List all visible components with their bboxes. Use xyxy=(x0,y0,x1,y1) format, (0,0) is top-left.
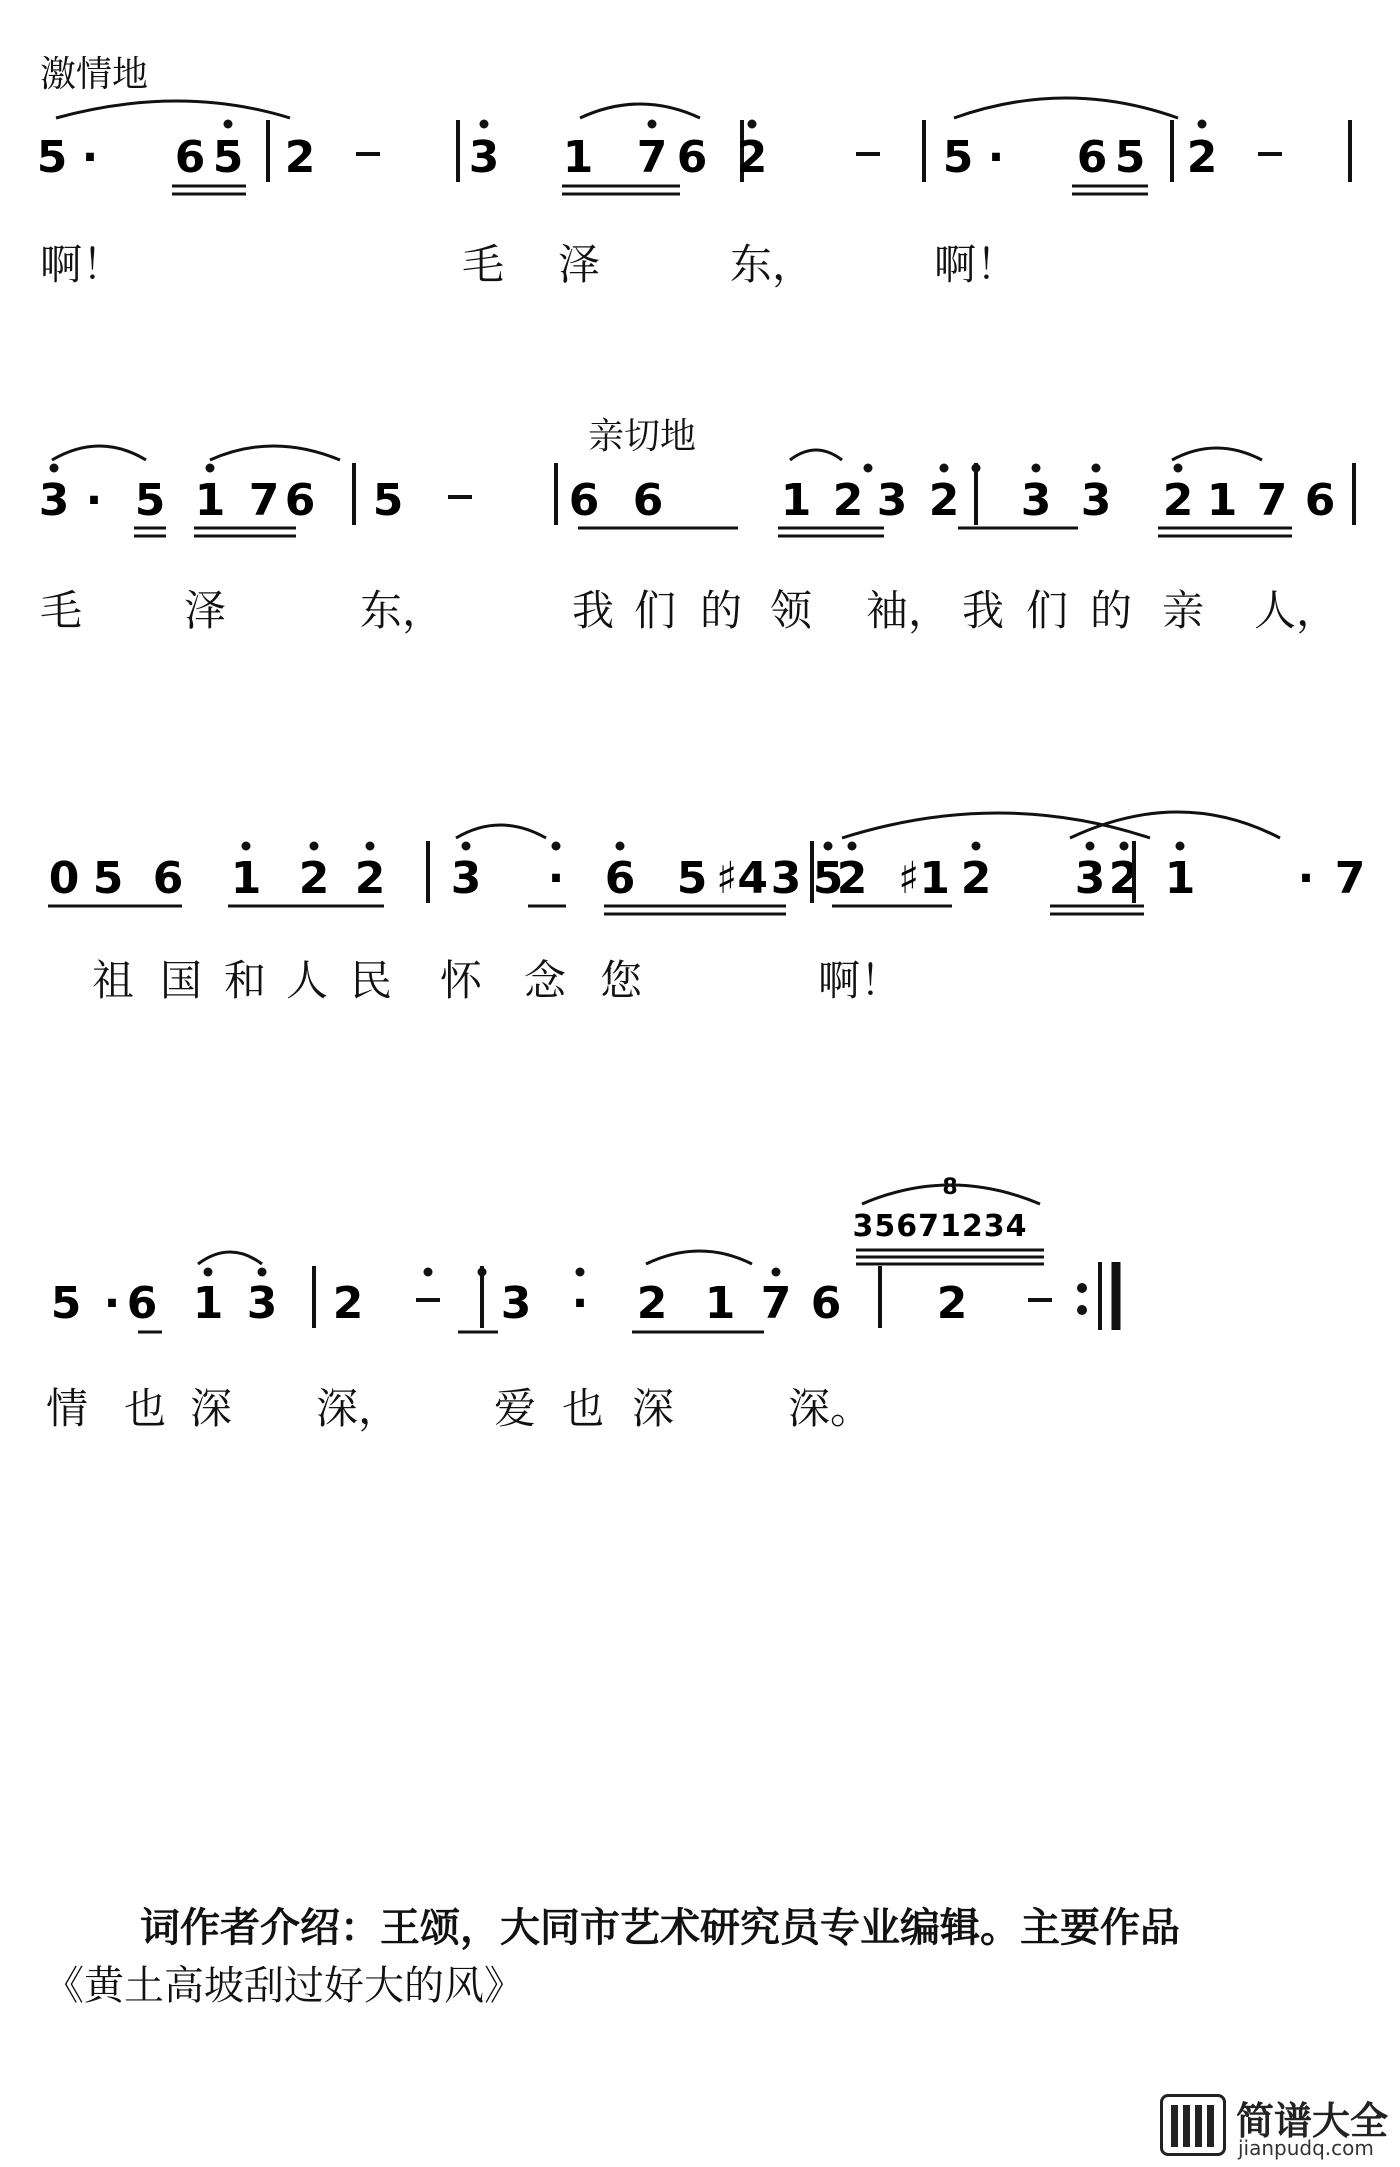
note: 2 xyxy=(928,475,960,526)
slur xyxy=(456,825,546,838)
octave-dot xyxy=(552,842,561,851)
slur xyxy=(646,1251,752,1264)
octave-dot xyxy=(224,120,233,129)
note: 2 xyxy=(332,1278,364,1329)
lyric: 们 xyxy=(634,586,677,635)
octave-dot xyxy=(462,842,471,851)
note: 6 xyxy=(676,132,708,183)
note: 6 xyxy=(568,475,600,526)
slur xyxy=(580,104,700,118)
slur xyxy=(198,1252,262,1264)
lyric: 民 xyxy=(350,956,393,1005)
author-intro: 词作者介绍：王颂，大同市艺术研究员专业编辑。主要作品 xyxy=(140,1904,1180,1951)
lyric: 们 xyxy=(1026,586,1069,635)
slur xyxy=(1070,812,1280,838)
note: 1 xyxy=(230,853,262,904)
lyric: 啊！ xyxy=(818,956,903,1005)
note: 6 xyxy=(1076,132,1108,183)
lyric: 毛 xyxy=(462,240,505,289)
lyric: 人 xyxy=(286,956,329,1005)
dot-augmentation: · xyxy=(987,132,1005,183)
octave-dot xyxy=(972,464,981,473)
octave-dot xyxy=(864,464,873,473)
octave-dot xyxy=(480,120,489,129)
note: 2 xyxy=(936,1278,968,1329)
note: 5 xyxy=(36,132,68,183)
lyric: 情 xyxy=(46,1384,89,1433)
slur xyxy=(954,98,1178,118)
repeat-dot xyxy=(1077,1283,1087,1293)
note: 5 xyxy=(212,132,244,183)
lyric: 东， xyxy=(360,586,445,635)
octave-dot xyxy=(478,1268,487,1277)
octave-dot xyxy=(424,1268,433,1277)
octave-dot xyxy=(1174,464,1183,473)
note: 5 xyxy=(50,1278,82,1329)
note: 7 xyxy=(760,1278,792,1329)
octave-dot xyxy=(1092,464,1101,473)
slur xyxy=(56,101,290,118)
lyric: 念 xyxy=(524,956,567,1005)
note: 7 xyxy=(1334,853,1366,904)
lyric: 亲 xyxy=(1162,586,1205,635)
octave-dot xyxy=(50,464,59,473)
dot-augmentation: · xyxy=(81,132,99,183)
lyric: 袖， xyxy=(866,586,951,635)
logo-brand-text: 简谱大全 xyxy=(1236,2099,1389,2143)
note: ♯4 xyxy=(716,853,768,904)
octave-dot xyxy=(206,464,215,473)
octave-dot xyxy=(972,842,981,851)
octave-dot xyxy=(848,842,857,851)
note: 1 xyxy=(562,132,594,183)
note: 1 xyxy=(1206,475,1238,526)
octave-mark: 8 xyxy=(942,1175,958,1200)
expression-mark-passionate: 激情地 xyxy=(40,54,149,95)
note: 6 xyxy=(810,1278,842,1329)
note: 3 xyxy=(500,1278,532,1329)
note: 1 xyxy=(194,475,226,526)
note: 5 xyxy=(812,853,844,904)
note: 2 xyxy=(736,132,768,183)
note: 3 xyxy=(1020,475,1052,526)
note: 7 xyxy=(636,132,668,183)
slur xyxy=(790,450,842,460)
logo-url-text: jianpudq.com xyxy=(1238,2136,1374,2160)
note: ♯1 xyxy=(898,853,950,904)
grace-notes: 35671234 xyxy=(852,1209,1028,1244)
octave-dot xyxy=(1120,842,1129,851)
site-logo[interactable] xyxy=(1158,2090,1390,2162)
octave-dot xyxy=(576,1268,585,1277)
note: 5 xyxy=(942,132,974,183)
note: 3 xyxy=(468,132,500,183)
lyric: 人， xyxy=(1254,586,1339,635)
note: 3 xyxy=(38,475,70,526)
lyric: 深。 xyxy=(788,1384,873,1433)
lyric: 我 xyxy=(962,586,1005,635)
note: 3 xyxy=(450,853,482,904)
repeat-dot xyxy=(1077,1305,1087,1315)
note: 3 xyxy=(876,475,908,526)
note: 7 xyxy=(248,475,280,526)
octave-dot xyxy=(310,842,319,851)
lyric: 爱 xyxy=(494,1384,537,1433)
dot-augmentation: · xyxy=(1297,853,1315,904)
lyric: 和 xyxy=(224,956,267,1005)
note: 6 xyxy=(126,1278,158,1329)
slur xyxy=(52,446,146,460)
featured-work: 《黄土高坡刮过好大的风》 xyxy=(44,1963,524,2009)
lyric: 也 xyxy=(124,1384,167,1433)
lyric: 毛 xyxy=(40,586,83,635)
lyric: 的 xyxy=(700,586,743,635)
lyric: 我 xyxy=(572,586,615,635)
note: 2 xyxy=(1108,853,1140,904)
note: 2 xyxy=(832,475,864,526)
octave-dot xyxy=(940,464,949,473)
lyric: 祖 xyxy=(92,956,135,1005)
note: 2 xyxy=(836,853,868,904)
note: 6 xyxy=(174,132,206,183)
note: 1 xyxy=(780,475,812,526)
lyric: 国 xyxy=(160,956,203,1005)
note: 2 xyxy=(636,1278,668,1329)
note: 3 xyxy=(1080,475,1112,526)
expression-mark-warm: 亲切地 xyxy=(588,416,697,457)
note: 7 xyxy=(1256,475,1288,526)
note: 2 xyxy=(284,132,316,183)
octave-dot xyxy=(616,842,625,851)
piano-icon xyxy=(1160,2094,1226,2156)
lyric: 泽 xyxy=(558,240,601,289)
lyric: 东， xyxy=(730,240,815,289)
slur xyxy=(210,446,340,460)
note: 5 xyxy=(134,475,166,526)
note: 3 xyxy=(1074,853,1106,904)
note: 2 xyxy=(1186,132,1218,183)
lyric: 啊！ xyxy=(40,240,125,289)
note: 6 xyxy=(152,853,184,904)
octave-dot xyxy=(204,1268,213,1277)
note: 2 xyxy=(1162,475,1194,526)
octave-dot xyxy=(1198,120,1207,129)
octave-dot xyxy=(366,842,375,851)
note: 0 xyxy=(48,853,80,904)
note: 6 xyxy=(632,475,664,526)
dot-augmentation: · xyxy=(571,1278,589,1329)
lyric: 深 xyxy=(190,1384,233,1433)
octave-dot xyxy=(258,1268,267,1277)
note: 1 xyxy=(192,1278,224,1329)
note: 6 xyxy=(284,475,316,526)
lyric: 啊！ xyxy=(934,240,1019,289)
lyric: 的 xyxy=(1090,586,1133,635)
note: 2 xyxy=(960,853,992,904)
octave-dot xyxy=(242,842,251,851)
octave-dot xyxy=(1032,464,1041,473)
note: 5 xyxy=(92,853,124,904)
note: 3 xyxy=(246,1278,278,1329)
note: 2 xyxy=(298,853,330,904)
lyric: 也 xyxy=(562,1384,605,1433)
note: 2 xyxy=(354,853,386,904)
octave-dot xyxy=(772,1268,781,1277)
lyric: 怀 xyxy=(440,956,483,1005)
dot-augmentation: · xyxy=(103,1278,121,1329)
slur xyxy=(1172,448,1262,460)
note: 5 xyxy=(676,853,708,904)
octave-dot xyxy=(748,120,757,129)
octave-dot xyxy=(1176,842,1185,851)
note: 6 xyxy=(604,853,636,904)
lyric: 泽 xyxy=(184,586,227,635)
lyric: 您 xyxy=(600,956,643,1005)
dot-augmentation: · xyxy=(85,475,103,526)
lyric: 深 xyxy=(632,1384,675,1433)
note: 5 xyxy=(372,475,404,526)
dot-augmentation: · xyxy=(547,853,565,904)
octave-dot xyxy=(824,842,833,851)
note: 3 xyxy=(770,853,802,904)
note: 5 xyxy=(1114,132,1146,183)
note: 1 xyxy=(704,1278,736,1329)
octave-dot xyxy=(1086,842,1095,851)
octave-dot xyxy=(648,120,657,129)
lyric: 深， xyxy=(316,1384,401,1433)
lyric: 领 xyxy=(770,586,813,635)
note: 1 xyxy=(1164,853,1196,904)
note: 6 xyxy=(1304,475,1336,526)
